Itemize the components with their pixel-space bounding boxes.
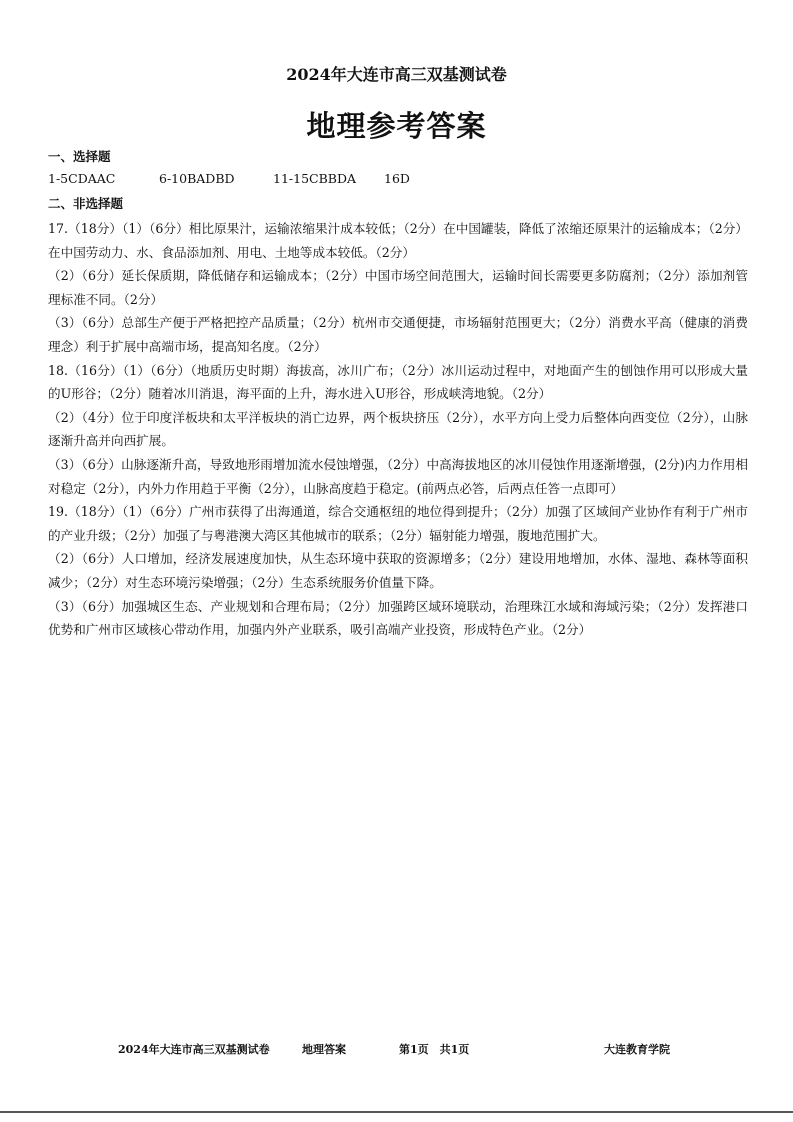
page-title: 地理参考答案 xyxy=(306,109,487,143)
footer-page-number: 第1页 共1页 xyxy=(399,1043,470,1056)
q17-part2: （2）（6分）延长保质期，降低储存和运输成本；（2分）中国市场空间范围大，运输时间长需要更多防腐剂；（2分）添加剂管理标准不同。（2分） xyxy=(48,268,748,307)
q19-part3: （3）（6分）加强城区生态、产业规划和合理布局；（2分）加强跨区域环境联动，治理珠江水域和海域污染；（2分）发挥港口优势和广州市区域核心带动作用，加强内外产业联系，吸引高端产业投资，形成特色产业。（2分） xyxy=(48,598,748,638)
q18-part2: （2）（4分）位于印度洋板块和太平洋板块的消亡边界，两个板块挤压（2分），水平方向上受力后整体向西变位（2分），山脉逐渐升高并向西扩展。 xyxy=(48,409,748,449)
q17-part3: （3）（6分）总部生产便于严格把控产品质量；（2分）杭州市交通便捷，市场辐射范围更大；（2分）消费水平高（健康的消费理念）利于扩展中高端市场，提高知名度。（2分） xyxy=(48,315,748,354)
footer-subject: 地理答案 xyxy=(302,1043,346,1056)
section-heading-choice: 一、选择题 xyxy=(48,149,111,164)
footer-exam-name: 2024年大连市高三双基测试卷 xyxy=(118,1043,270,1056)
q18-part1: 18.（16分）（1）（6分）（地质历史时期）海拔高，冰川广布；（2分）冰川运动过程中，对地面产生的刨蚀作用可以形成大量的U形谷；（2分）随着冰川消退，海平面的上升，海水进入U形谷，形成峡湾地貌。（2分） xyxy=(48,362,748,402)
answer-group-6-10: 6-10BADBD xyxy=(159,171,235,186)
bottom-divider xyxy=(0,1111,793,1113)
exam-title: 2024年大连市高三双基测试卷 xyxy=(286,65,507,84)
answer-group-16: 16D xyxy=(384,171,410,186)
answer-body xyxy=(48,217,748,642)
footer-institution: 大连教育学院 xyxy=(604,1043,670,1056)
q19-part1: 19.（18分）（1）（6分）广州市获得了出海通道，综合交通枢纽的地位得到提升；（2分）加强了区域间产业协作有利于广州市的产业升级；（2分）加强了与粤港澳大湾区其他城市的联系；（2分）辐射能力增强，腹地范围扩大。 xyxy=(48,504,748,543)
answer-group-1-5: 1-5CDAAC xyxy=(48,171,116,186)
q18-part3: （3）（6分）山脉逐渐升高，导致地形雨增加流水侵蚀增强，（2分）中高海拔地区的冰川侵蚀作用逐渐增强，(2分)内力作用相对稳定（2分），内外力作用趋于平衡（2分），山脉高度趋于稳定。(前两点必答，后两点任答一点即可） xyxy=(48,456,748,496)
q17-part1: 17.（18分）（1）（6分）相比原果汁，运输浓缩果汁成本较低；（2分）在中国罐装，降低了浓缩还原果汁的运输成本；（2分）在中国劳动力、水、食品添加剂、用电、土地等成本较低。（2分） xyxy=(48,221,748,260)
answer-group-11-15: 11-15CBBDA xyxy=(273,171,357,186)
q19-part2: （2）（6分）人口增加，经济发展速度加快，从生态环境中获取的资源增多；（2分）建设用地增加，水体、湿地、森林等面积减少；（2分）对生态环境污染增强；（2分）生态系统服务价值量下降。 xyxy=(48,551,748,590)
section-heading-nonchoice: 二、非选择题 xyxy=(48,196,124,211)
